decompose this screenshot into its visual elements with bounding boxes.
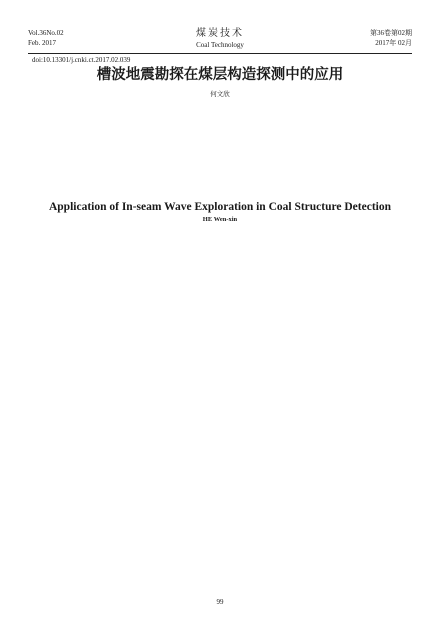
volume-en: Vol.36No.02 <box>28 29 64 37</box>
journal-name-en: Coal Technology <box>196 41 244 49</box>
author-cn: 何文欣 <box>210 90 230 98</box>
journal-name-cn: 煤炭技术 <box>196 28 244 39</box>
date-cn: 2017年 02月 <box>375 39 412 47</box>
header-rule <box>28 53 412 54</box>
author-en: HE Wen-xin <box>202 216 238 223</box>
volume-cn: 第36卷第02期 <box>370 29 412 37</box>
running-header <box>28 28 412 52</box>
header-right <box>370 28 412 48</box>
title-en: Application of In-seam Wave Exploration in Coal Structure Detection <box>48 201 391 213</box>
page-number: 99 <box>216 598 224 606</box>
date-en: Feb. 2017 <box>28 39 56 47</box>
header-center <box>28 28 412 50</box>
doi: doi:10.13301/j.cnki.ct.2017.02.039 <box>32 56 131 64</box>
title-cn: 槽波地震勘探在煤层构造探测中的应用 <box>96 67 344 83</box>
